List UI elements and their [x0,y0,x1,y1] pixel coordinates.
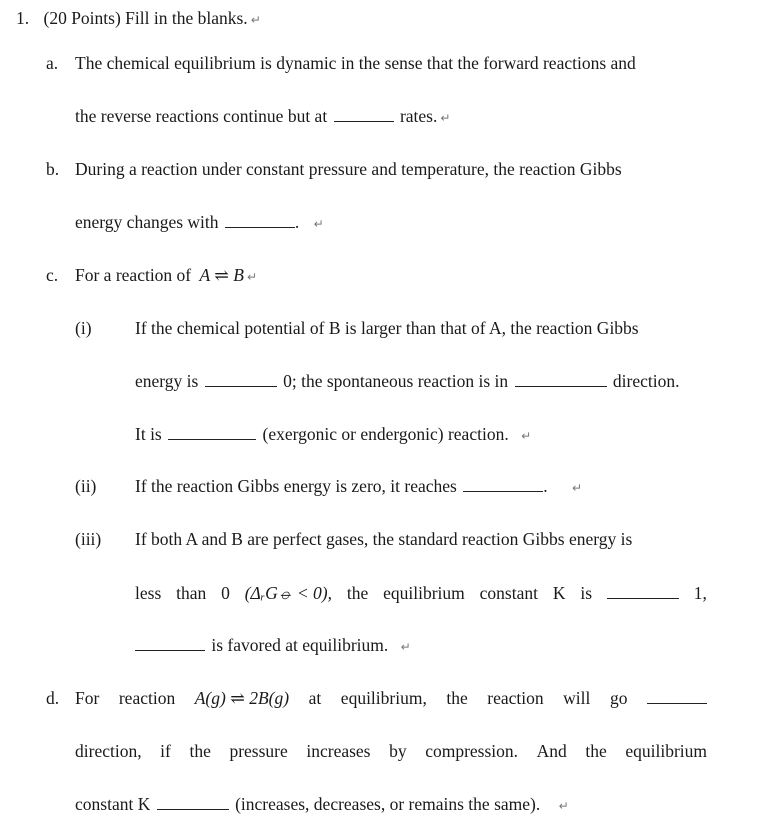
blank-d-1[interactable] [647,687,707,704]
return-mark-icon: ↵ [250,13,261,27]
sub-iii-line3-text: is favored at equilibrium. [211,635,389,655]
word: reaction [487,688,544,708]
question-number: 1. [16,8,30,28]
item-b-line1: During a reaction under constant pressure and temperature, the reaction Gibbs [75,159,622,179]
word: less [135,583,162,603]
sub-iii-line3 [135,634,411,658]
word: equilibrium [383,583,465,603]
word: is [580,583,593,603]
item-c-intro-text: For a reaction of [75,265,192,285]
sub-i-line2-text-c: direction. [612,371,680,391]
return-mark-icon: ↵ [313,217,324,231]
word: go [609,688,628,708]
sub-ii-label: (ii) [75,476,97,496]
sub-i-line1: If the chemical potential of B is larger than that of A, the reaction Gibbs [135,318,639,338]
blank-a[interactable] [334,105,394,122]
word: than [176,583,207,603]
item-d-line3-text: constant K [75,794,151,814]
blank-c-i-2[interactable] [515,370,607,387]
item-a-line2 [75,105,450,129]
return-mark-icon: ↵ [247,270,258,284]
blank-d-2[interactable] [157,793,229,810]
sub-iii-line2 [135,582,707,604]
word: the [585,741,607,761]
sub-ii-end: . [543,476,548,496]
sub-iii-label: (iii) [75,529,102,549]
sub-ii-text: If the reaction Gibbs energy is zero, it reaches [135,476,457,496]
word: equilibrium, [340,688,427,708]
word: K [552,583,566,603]
return-mark-icon: ↵ [440,111,451,125]
sub-i-line3 [135,423,531,447]
blank-c-i-3[interactable] [168,423,256,440]
word: compression. [425,741,519,761]
question-title [16,7,261,31]
blank-c-iii-1[interactable] [607,582,679,599]
return-mark-icon: ↵ [571,481,583,495]
sub-iii-line1: If both A and B are perfect gases, the standard reaction Gibbs energy is [135,529,633,549]
item-a-line2-text: the reverse reactions continue but at [75,106,328,126]
blank-c-ii[interactable] [463,475,543,492]
sub-ii-line1 [135,475,582,499]
blank-b[interactable] [225,211,295,228]
word: increases [306,741,371,761]
item-a-line1: The chemical equilibrium is dynamic in the sense that the forward reactions and [75,53,636,73]
word: equilibrium [625,741,707,761]
return-mark-icon: ↵ [521,429,532,443]
word: And [536,741,567,761]
item-d-label: d. [46,688,60,708]
word: reaction [118,688,176,708]
item-b-label: b. [46,159,60,179]
sub-i-line3-text-b: (exergonic or endergonic) reaction. [262,424,509,444]
word: by [389,741,407,761]
word: if [160,741,171,761]
item-d-line2 [75,740,707,762]
item-a-label: a. [46,53,59,73]
item-d-line3 [75,793,569,817]
item-d-line3-end: (increases, decreases, or remains the same). [235,794,541,814]
sub-i-line3-text-a: It is [135,424,162,444]
word: direction, [75,741,142,761]
word: pressure [229,741,288,761]
item-b-line2-text: energy changes with [75,212,219,232]
word: the [346,583,369,603]
word: the [446,688,468,708]
sub-i-label: (i) [75,318,92,338]
word: will [563,688,591,708]
item-c-label: c. [46,265,59,285]
word: 0 [221,583,230,603]
question-title-text: (20 Points) Fill in the blanks. [43,8,248,28]
return-mark-icon: ↵ [558,799,569,813]
word: constant [479,583,538,603]
word: at [308,688,322,708]
math-delta-g: (ΔᵣG⦵ < 0), [244,583,333,603]
reaction-a-b: A ⇌ B [199,265,244,285]
word: 1, [693,583,707,603]
word: the [189,741,211,761]
item-b-line2-end: . [294,212,300,232]
item-c-intro [75,264,257,288]
item-b-line2 [75,211,324,235]
sub-i-line2 [135,370,679,392]
reaction-a-2b: A(g) ⇌ 2B(g) [194,688,290,708]
word: For [75,688,100,708]
item-d-line1 [75,687,707,709]
blank-c-iii-2[interactable] [135,634,205,651]
sub-i-line2-text-a: energy is [135,371,199,391]
item-a-line2-end: rates. [399,106,438,126]
return-mark-icon: ↵ [400,640,411,654]
sub-i-line2-text-b: 0; the spontaneous reaction is in [283,371,509,391]
blank-c-i-1[interactable] [205,370,277,387]
